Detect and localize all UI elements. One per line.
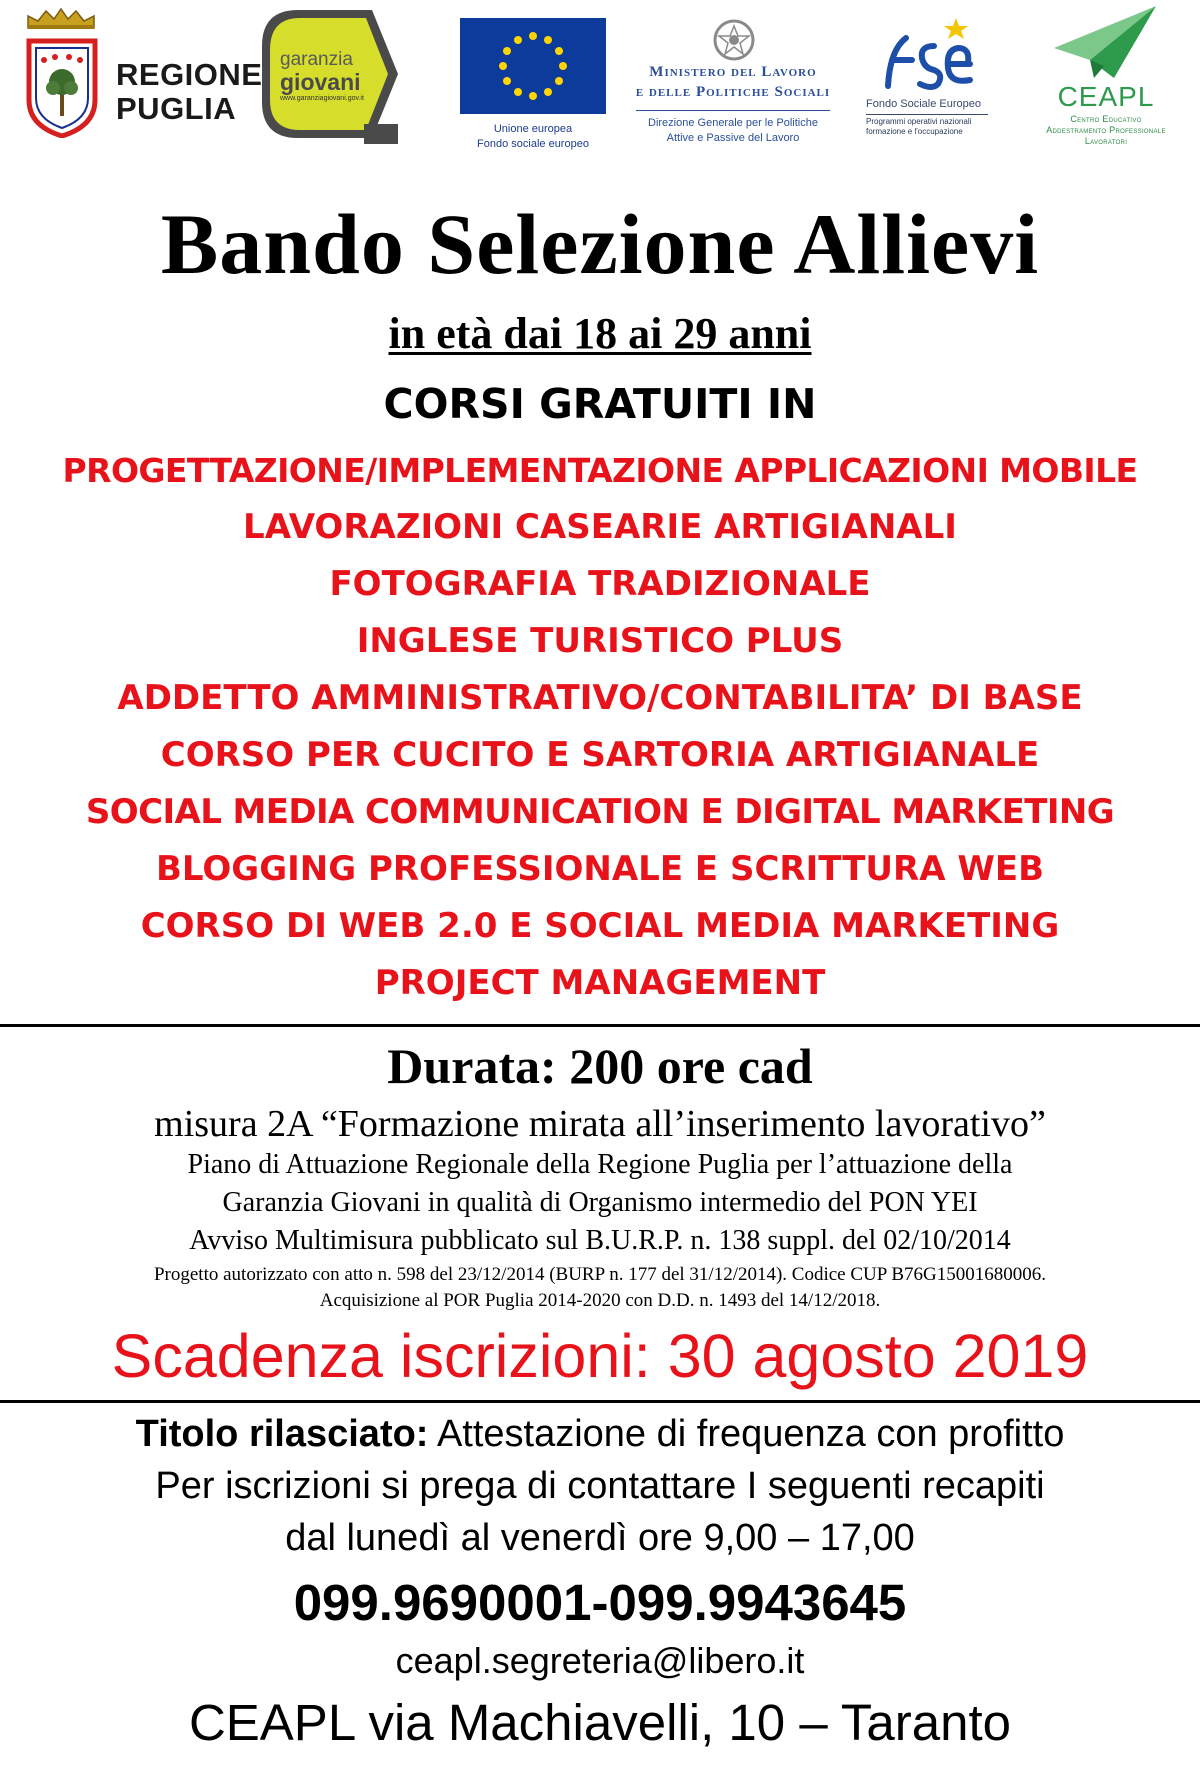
fse-sub-line1: Programmi operativi nazionali bbox=[866, 117, 972, 126]
eu-caption-line2: Fondo sociale europeo bbox=[477, 138, 589, 150]
page-title: Bando Selezione Allievi bbox=[160, 196, 1040, 292]
age-requirement-text: in età dai 18 ai 29 anni bbox=[388, 309, 812, 358]
ministero-sub-line2: Attive e Passive del Lavoro bbox=[666, 132, 800, 144]
course-list bbox=[0, 442, 1200, 1012]
section-divider bbox=[0, 1024, 1200, 1027]
logo-strip bbox=[0, 0, 1200, 160]
ceapl-logo bbox=[1016, 4, 1196, 154]
project-authorization: Progetto autorizzato con atto n. 598 del 23/12/2014 (BURP n. 177 del 31/12/2014). Codice CUP B76G15001680006. bbox=[153, 1264, 1047, 1285]
eu-logo bbox=[458, 16, 608, 156]
fse-logo bbox=[864, 14, 994, 154]
regione-puglia-logo bbox=[12, 4, 263, 144]
ministero-title-line2: e delle Politiche Sociali bbox=[635, 84, 831, 100]
italian-republic-emblem-icon bbox=[712, 18, 756, 62]
ceapl-sub-line1: Centro Educativo bbox=[1070, 114, 1142, 124]
course-item: SOCIAL MEDIA COMMUNICATION E DIGITAL MARKETING bbox=[85, 792, 1115, 832]
ministero-sub-line1: Direzione Generale per le Politiche bbox=[648, 117, 818, 129]
ceapl-sub-line3: Lavoratori bbox=[1084, 136, 1128, 146]
eu-flag-icon bbox=[460, 18, 606, 114]
course-duration: Durata: 200 ore cad bbox=[387, 1038, 813, 1094]
course-item: CORSO PER CUCITO E SARTORIA ARTIGIANALE bbox=[160, 735, 1040, 775]
email-address[interactable]: ceapl.segreteria@libero.it bbox=[395, 1640, 805, 1681]
garanzia-giovani-logo bbox=[252, 6, 402, 156]
certificate-label: Titolo rilasciato: bbox=[135, 1413, 429, 1455]
garanzia-url: www.garanziagiovani.gov.it bbox=[280, 95, 364, 102]
registration-deadline: Scadenza iscrizioni: 30 agosto 2019 bbox=[111, 1322, 1089, 1390]
course-item: BLOGGING PROFESSIONALE E SCRITTURA WEB bbox=[156, 849, 1044, 889]
phone-numbers[interactable]: 099.9690001-099.9943645 bbox=[293, 1574, 907, 1631]
eu-caption-line1: Unione europea bbox=[493, 123, 573, 135]
course-item: PROJECT MANAGEMENT bbox=[374, 963, 826, 1003]
regione-puglia-wordmark: REGIONE PUGLIA bbox=[116, 57, 263, 126]
ministero-divider bbox=[636, 110, 830, 111]
course-item: FOTOGRAFIA TRADIZIONALE bbox=[329, 564, 871, 604]
course-item: INGLESE TURISTICO PLUS bbox=[356, 621, 844, 661]
fse-sub-line2: formazione e l'occupazione bbox=[866, 127, 963, 136]
ceapl-sub-line2: Addestramento Professionale bbox=[1046, 125, 1166, 135]
garanzia-word: garanzia bbox=[280, 49, 353, 70]
measure-description: misura 2A “Formazione mirata all’inserimento lavorativo” bbox=[154, 1103, 1046, 1145]
age-requirement bbox=[0, 308, 1200, 360]
registration-info: Per iscrizioni si prega di contattare I seguenti recapiti bbox=[155, 1465, 1045, 1507]
fse-name: Fondo Sociale Europeo bbox=[866, 98, 981, 110]
courses-heading: CORSI GRATUITI IN bbox=[383, 380, 817, 428]
course-item: ADDETTO AMMINISTRATIVO/CONTABILITA’ DI BASE bbox=[117, 678, 1083, 718]
regione-puglia-coat-of-arms-icon bbox=[26, 38, 98, 138]
certificate-value: Attestazione di frequenza con profitto bbox=[436, 1413, 1065, 1455]
ministero-lavoro-logo bbox=[628, 14, 838, 154]
ceapl-paper-plane-icon bbox=[1050, 4, 1160, 80]
plan-line-2: Garanzia Giovani in qualità di Organismo intermedio del PON YEI bbox=[222, 1187, 978, 1218]
fse-divider bbox=[866, 114, 988, 115]
crown-icon bbox=[24, 8, 98, 30]
por-acquisition: Acquisizione al POR Puglia 2014-2020 con D.D. n. 1493 del 14/12/2018. bbox=[319, 1290, 881, 1311]
office-hours: dal lunedì al venerdì ore 9,00 – 17,00 bbox=[285, 1517, 915, 1559]
notice-line: Avviso Multimisura pubblicato sul B.U.R.P. n. 138 suppl. del 02/10/2014 bbox=[189, 1225, 1011, 1256]
plan-line-1: Piano di Attuazione Regionale della Regione Puglia per l’attuazione della bbox=[187, 1149, 1013, 1180]
fse-logo-icon bbox=[882, 16, 978, 96]
giovani-word: giovani bbox=[280, 69, 361, 95]
ceapl-wordmark: CEAPL bbox=[1057, 81, 1155, 112]
ministero-title-line1: Ministero del Lavoro bbox=[649, 64, 817, 80]
certificate-line bbox=[0, 1408, 1200, 1460]
course-item: CORSO DI WEB 2.0 E SOCIAL MEDIA MARKETING bbox=[140, 906, 1060, 946]
course-item: PROGETTAZIONE/IMPLEMENTAZIONE APPLICAZIONI MOBILE bbox=[62, 451, 1138, 490]
section-divider-2 bbox=[0, 1400, 1200, 1403]
postal-address: CEAPL via Machiavelli, 10 – Taranto bbox=[188, 1694, 1012, 1751]
course-item: LAVORAZIONI CASEARIE ARTIGIANALI bbox=[243, 507, 957, 547]
